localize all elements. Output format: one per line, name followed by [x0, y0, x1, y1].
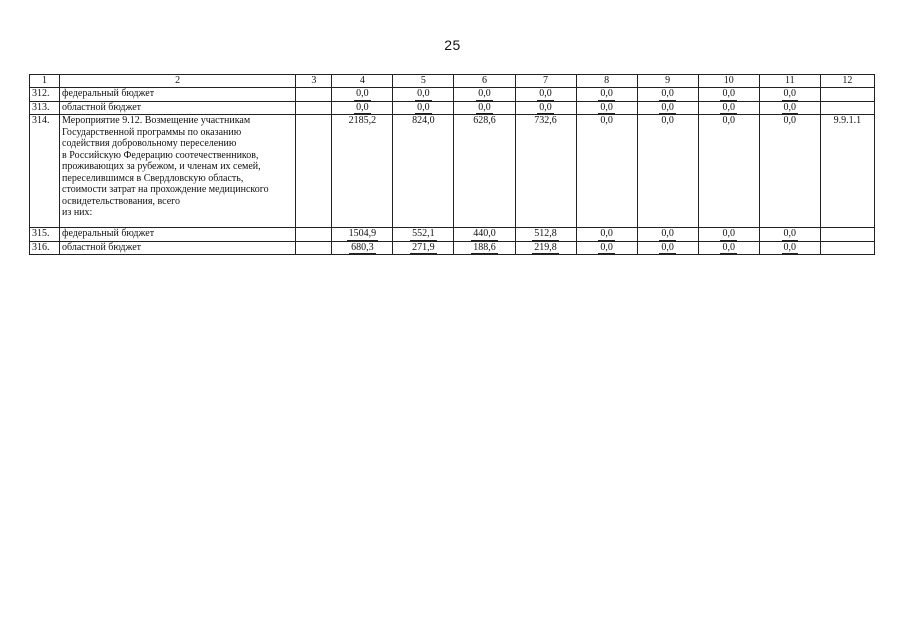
row-name: федеральный бюджет: [60, 88, 296, 102]
row-number: 312.: [30, 88, 60, 102]
row-value: 0,0: [759, 101, 820, 115]
row-value: 552,1: [393, 228, 454, 242]
row-number: 314.: [30, 115, 60, 228]
row-col3: [296, 241, 332, 255]
row-name-line: содействия добровольному переселению: [62, 138, 237, 149]
column-header: 3: [296, 75, 332, 88]
row-value: 219,8: [515, 241, 576, 255]
row-name: [60, 115, 296, 228]
row-value: 0,0: [637, 228, 698, 242]
row-value: 0,0: [393, 88, 454, 102]
row-value: 0,0: [637, 101, 698, 115]
row-value: 0,0: [332, 101, 393, 115]
row-value: 0,0: [576, 88, 637, 102]
column-header: 6: [454, 75, 515, 88]
row-col3: [296, 101, 332, 115]
column-header: 8: [576, 75, 637, 88]
table-header-row: [30, 75, 875, 88]
row-value: 2185,2: [332, 115, 393, 228]
row-name-line: освидетельствования, всего: [62, 195, 180, 207]
row-value: 0,0: [698, 101, 759, 115]
row-name-line: из них:: [62, 207, 93, 218]
row-value: 0,0: [637, 115, 698, 228]
row-col3: [296, 88, 332, 102]
column-header: 4: [332, 75, 393, 88]
row-name-line: в Российскую Федерацию соотечественников,: [62, 149, 259, 161]
row-value: 628,6: [454, 115, 515, 228]
row-name-line: Мероприятие 9.12. Возмещение участникам: [62, 115, 251, 126]
row-value: 0,0: [454, 101, 515, 115]
row-value: 512,8: [515, 228, 576, 242]
row-value: 0,0: [698, 88, 759, 102]
column-header: 9: [637, 75, 698, 88]
row-value: 824,0: [393, 115, 454, 228]
row-value: 0,0: [576, 115, 637, 228]
row-value: 1504,9: [332, 228, 393, 242]
row-name: областной бюджет: [60, 101, 296, 115]
row-code: [820, 88, 874, 102]
row-value: 0,0: [515, 101, 576, 115]
table-row: [30, 101, 875, 115]
row-value: 0,0: [759, 115, 820, 228]
column-header: 7: [515, 75, 576, 88]
page-number: 25: [444, 37, 461, 53]
table-row: [30, 88, 875, 102]
row-value: 188,6: [454, 241, 515, 255]
row-value: 0,0: [637, 241, 698, 255]
column-header: 5: [393, 75, 454, 88]
row-value: 440,0: [454, 228, 515, 242]
row-col3: [296, 115, 332, 228]
column-header: 12: [820, 75, 874, 88]
row-number: 316.: [30, 241, 60, 255]
row-name-line: проживающих за рубежом, и членам их семей,: [62, 161, 261, 172]
row-value: 0,0: [454, 88, 515, 102]
row-name: федеральный бюджет: [60, 228, 296, 242]
row-value: 0,0: [576, 241, 637, 255]
column-header: 10: [698, 75, 759, 88]
row-name: областной бюджет: [60, 241, 296, 255]
column-header: 11: [759, 75, 820, 88]
row-value: 271,9: [393, 241, 454, 255]
row-value: 0,0: [759, 228, 820, 242]
table-row: [30, 228, 875, 242]
row-number: 313.: [30, 101, 60, 115]
row-name-line: стоимости затрат на прохождение медицинского: [62, 184, 269, 195]
row-value: 0,0: [698, 241, 759, 255]
table-row: [30, 115, 875, 228]
row-code: 9.9.1.1: [820, 115, 874, 228]
column-header: 2: [60, 75, 296, 88]
row-value: 0,0: [759, 241, 820, 255]
row-value: 0,0: [576, 228, 637, 242]
row-number: 315.: [30, 228, 60, 242]
row-value: 0,0: [576, 101, 637, 115]
row-value: 0,0: [332, 88, 393, 102]
column-header: 1: [30, 75, 60, 88]
table-row: [30, 241, 875, 255]
row-code: [820, 241, 874, 255]
row-value: 732,6: [515, 115, 576, 228]
row-name-line: Государственной программы по оказанию: [62, 126, 242, 138]
row-name-line: переселившимся в Свердловскую область,: [62, 172, 244, 184]
row-value: 0,0: [393, 101, 454, 115]
budget-table: [29, 74, 875, 255]
row-code: [820, 101, 874, 115]
row-value: 0,0: [515, 88, 576, 102]
row-value: 0,0: [759, 88, 820, 102]
row-value: 680,3: [332, 241, 393, 255]
row-value: 0,0: [698, 228, 759, 242]
row-col3: [296, 228, 332, 242]
row-code: [820, 228, 874, 242]
row-value: 0,0: [637, 88, 698, 102]
row-value: 0,0: [698, 115, 759, 228]
